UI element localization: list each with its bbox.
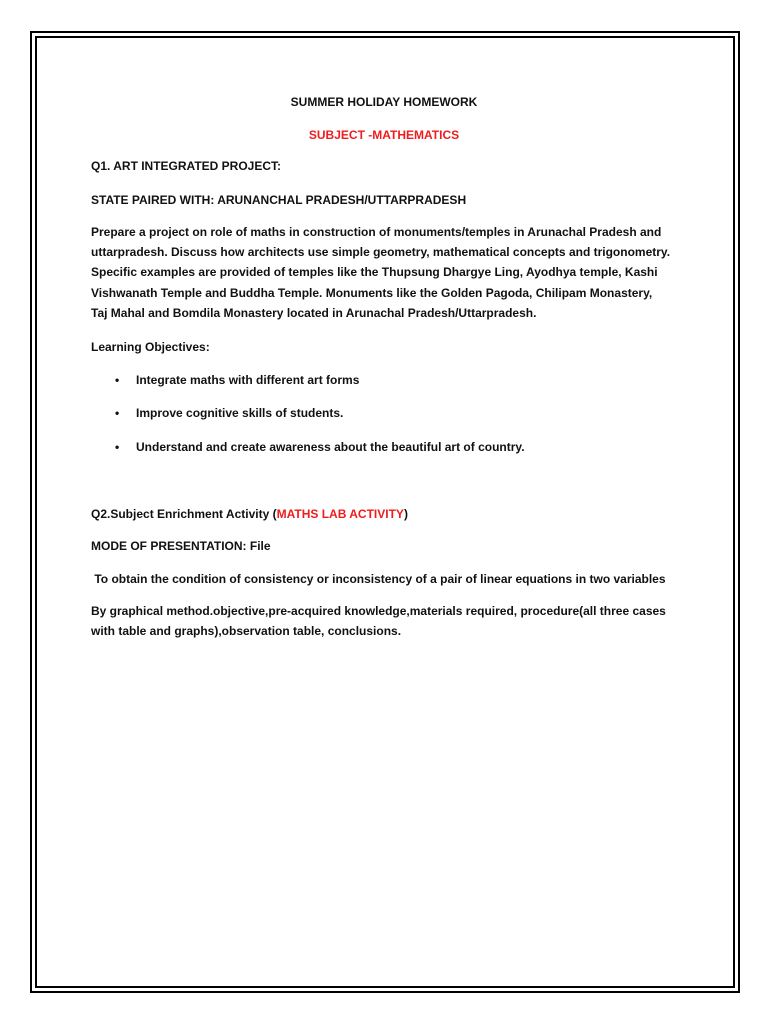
bullet-icon: • [115, 406, 120, 420]
q1-description-line: uttarpradesh. Discuss how architects use simple geometry, mathematical concepts and trigonometry. [91, 245, 671, 260]
learning-objectives-label: Learning Objectives: [91, 340, 210, 354]
q2-mode: MODE OF PRESENTATION: File [91, 539, 271, 553]
subject-heading: SUBJECT -MATHEMATICS [308, 128, 460, 142]
q2-details-line: with table and graphs),observation table, conclusions. [91, 624, 402, 639]
objective-text: Understand and create awareness about the beautiful art of country. [136, 440, 525, 454]
q1-state-paired: STATE PAIRED WITH: ARUNANCHAL PRADESH/UTTARPRADESH [91, 193, 467, 207]
q2-heading-highlight: MATHS LAB ACTIVITY [276, 507, 404, 521]
q2-details [91, 601, 691, 641]
bullet-icon: • [115, 440, 120, 454]
document-title: SUMMER HOLIDAY HOMEWORK [290, 95, 478, 109]
q1-description-line: Specific examples are provided of temples like the Thupsung Dhargye Ling, Ayodhya temple, Kashi [91, 265, 658, 280]
q2-heading-prefix: Q2.Subject Enrichment Activity ( [91, 507, 277, 521]
q1-description-line: Prepare a project on role of maths in construction of monuments/temples in Arunachal Pradesh and [91, 225, 662, 239]
q2-details-line: By graphical method.objective,pre-acquired knowledge,materials required, procedure(all three cases [91, 604, 666, 618]
q2-heading-suffix: ) [403, 507, 408, 521]
bullet-icon: • [115, 373, 120, 387]
objective-text: Integrate maths with different art forms [136, 373, 360, 387]
objective-text: Improve cognitive skills of students. [136, 406, 344, 420]
q1-description-line: Taj Mahal and Bomdila Monastery located in Arunachal Pradesh/Uttarpradesh. [91, 305, 537, 320]
q1-description [91, 222, 691, 323]
q1-heading: Q1. ART INTEGRATED PROJECT: [91, 159, 282, 173]
q2-heading [91, 504, 408, 524]
q2-task: To obtain the condition of consistency or inconsistency of a pair of linear equations in two variables [91, 572, 666, 586]
q1-description-line: Vishwanath Temple and Buddha Temple. Monuments like the Golden Pagoda, Chilipam Monastery, [91, 285, 653, 300]
